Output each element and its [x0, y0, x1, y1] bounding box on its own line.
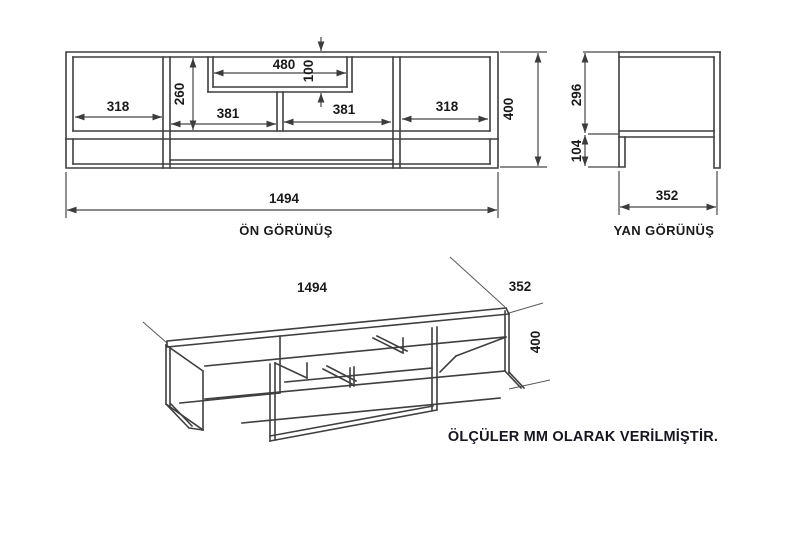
front-dim-middle-left-width: 381 — [216, 106, 240, 121]
front-dim-upper-section-height: 260 — [172, 82, 187, 106]
side-dim-lower-height: 104 — [569, 139, 584, 163]
front-dim-niche-height: 100 — [301, 59, 316, 83]
front-dim-right-compartment-width: 318 — [435, 99, 459, 114]
front-dim-overall-width: 1494 — [268, 191, 300, 206]
side-view-label: YAN GÖRÜNÜŞ — [613, 223, 715, 238]
iso-dim-depth: 352 — [508, 279, 532, 294]
isometric-view-drawing — [166, 308, 524, 441]
front-view-label: ÖN GÖRÜNÜŞ — [239, 223, 333, 238]
front-dim-left-compartment-width: 318 — [106, 99, 130, 114]
units-footnote: ÖLÇÜLER MM OLARAK VERİLMİŞTİR. — [447, 429, 719, 445]
side-dim-overall-depth: 352 — [655, 188, 679, 203]
iso-dim-height: 400 — [528, 330, 543, 354]
front-dim-overall-height: 400 — [501, 97, 516, 121]
front-dim-niche-width: 480 — [272, 57, 296, 72]
iso-dim-length: 1494 — [296, 280, 328, 295]
side-view-drawing — [619, 52, 720, 168]
side-dim-upper-height: 296 — [569, 83, 584, 107]
front-dim-middle-right-width: 381 — [332, 102, 356, 117]
